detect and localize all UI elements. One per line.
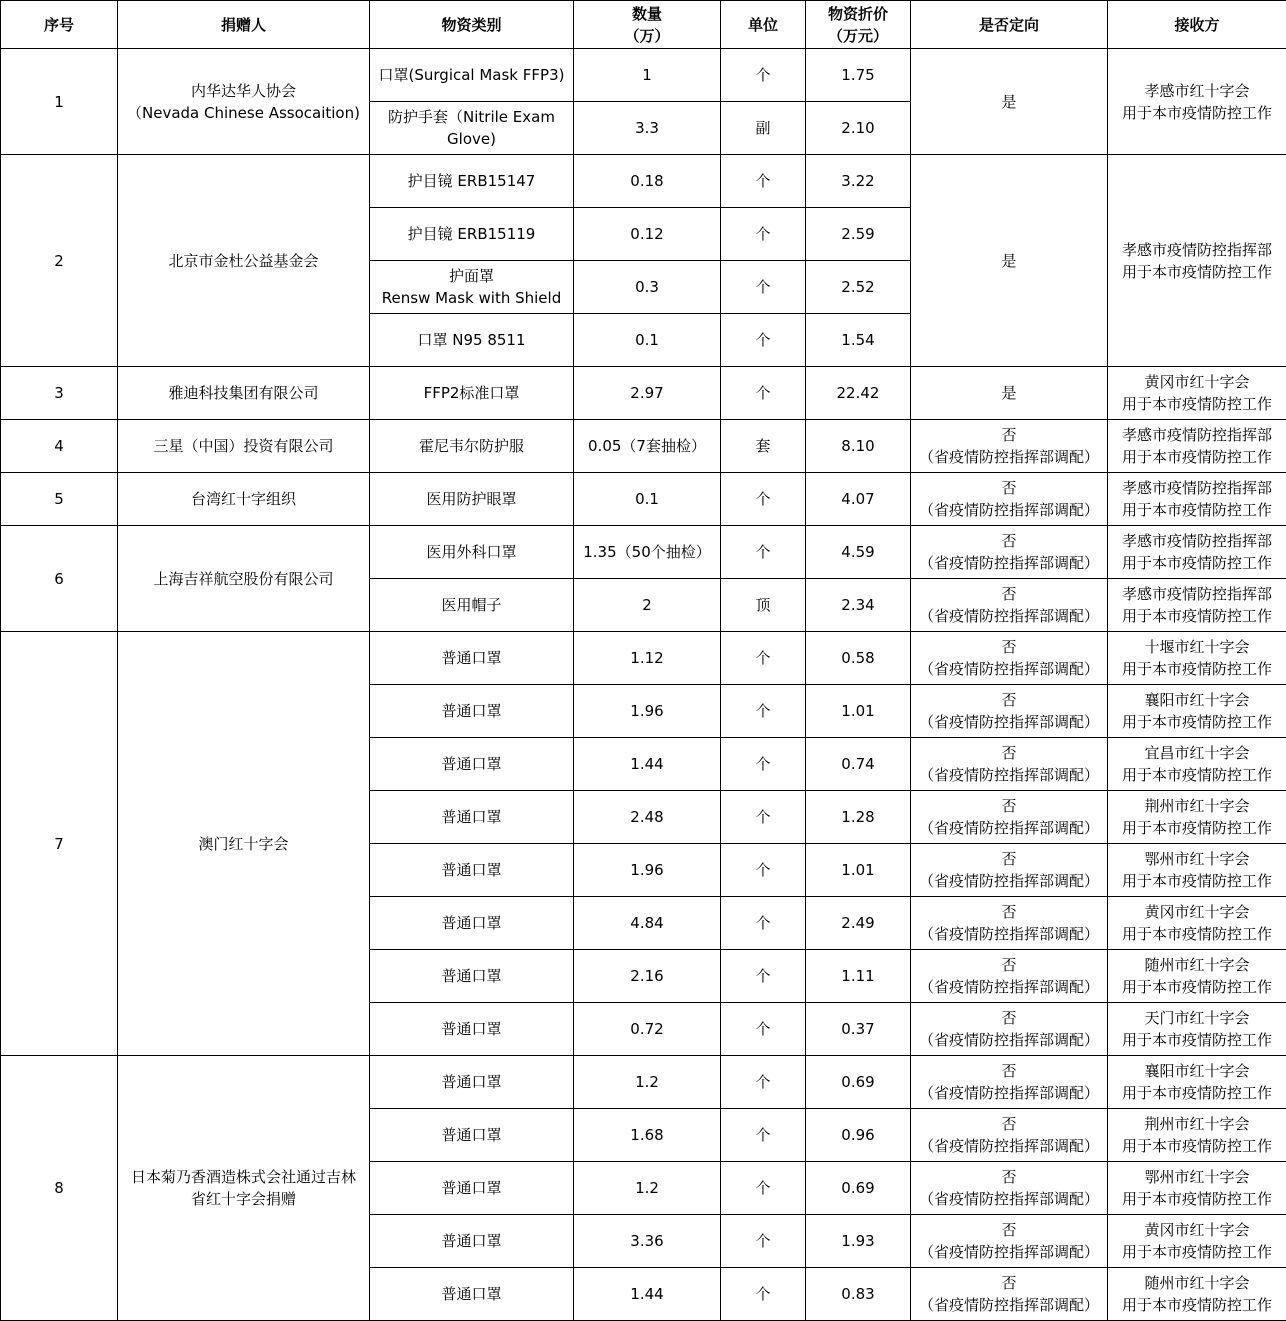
item-cell: 普通口罩 (370, 1056, 574, 1109)
unit-cell: 个 (721, 473, 806, 526)
value-cell: 0.69 (806, 1162, 911, 1215)
value-cell: 2.52 (806, 261, 911, 314)
donor-cell: 内华达华人协会 （Nevada Chinese Assocaition) (118, 49, 370, 155)
item-cell: 医用防护眼罩 (370, 473, 574, 526)
directed-cell: 否 （省疫情防控指挥部调配） (911, 473, 1108, 526)
recipient-cell: 黄冈市红十字会 用于本市疫情防控工作 (1108, 367, 1286, 420)
unit-cell: 个 (721, 261, 806, 314)
value-cell: 2.59 (806, 208, 911, 261)
unit-cell: 个 (721, 897, 806, 950)
item-cell: 普通口罩 (370, 1215, 574, 1268)
value-cell: 4.07 (806, 473, 911, 526)
unit-cell: 个 (721, 367, 806, 420)
value-cell: 0.83 (806, 1268, 911, 1321)
qty-cell: 1.68 (574, 1109, 721, 1162)
directed-cell: 否 （省疫情防控指挥部调配） (911, 1003, 1108, 1056)
unit-cell: 个 (721, 685, 806, 738)
recipient-cell: 宜昌市红十字会 用于本市疫情防控工作 (1108, 738, 1286, 791)
recipient-cell: 孝感市疫情防控指挥部 用于本市疫情防控工作 (1108, 473, 1286, 526)
qty-cell: 2.97 (574, 367, 721, 420)
item-cell: 普通口罩 (370, 738, 574, 791)
header-item: 物资类别 (370, 1, 574, 49)
unit-cell: 个 (721, 314, 806, 367)
unit-cell: 个 (721, 49, 806, 102)
value-cell: 1.93 (806, 1215, 911, 1268)
directed-cell: 否 （省疫情防控指挥部调配） (911, 950, 1108, 1003)
unit-cell: 个 (721, 950, 806, 1003)
item-cell: 普通口罩 (370, 897, 574, 950)
item-cell: 普通口罩 (370, 685, 574, 738)
unit-cell: 个 (721, 1003, 806, 1056)
item-cell: 普通口罩 (370, 1162, 574, 1215)
value-cell: 1.75 (806, 49, 911, 102)
unit-cell: 个 (721, 155, 806, 208)
value-cell: 0.74 (806, 738, 911, 791)
directed-cell: 否 （省疫情防控指挥部调配） (911, 1162, 1108, 1215)
qty-cell: 0.12 (574, 208, 721, 261)
seq-cell: 6 (1, 526, 118, 632)
donor-cell: 上海吉祥航空股份有限公司 (118, 526, 370, 632)
table-row (1, 526, 1286, 579)
recipient-cell: 随州市红十字会 用于本市疫情防控工作 (1108, 1268, 1286, 1321)
item-cell: FFP2标准口罩 (370, 367, 574, 420)
directed-cell: 是 (911, 155, 1108, 367)
directed-cell: 否 （省疫情防控指挥部调配） (911, 1268, 1108, 1321)
unit-cell: 个 (721, 791, 806, 844)
item-cell: 口罩(Surgical Mask FFP3) (370, 49, 574, 102)
item-cell: 普通口罩 (370, 632, 574, 685)
qty-cell: 3.3 (574, 102, 721, 155)
recipient-cell: 鄂州市红十字会 用于本市疫情防控工作 (1108, 1162, 1286, 1215)
unit-cell: 个 (721, 1268, 806, 1321)
header-seq: 序号 (1, 1, 118, 49)
item-cell: 护目镜 ERB15119 (370, 208, 574, 261)
header-row (1, 1, 1286, 49)
seq-cell: 5 (1, 473, 118, 526)
recipient-cell: 黄冈市红十字会 用于本市疫情防控工作 (1108, 897, 1286, 950)
recipient-cell: 鄂州市红十字会 用于本市疫情防控工作 (1108, 844, 1286, 897)
qty-cell: 1.2 (574, 1162, 721, 1215)
value-cell: 3.22 (806, 155, 911, 208)
qty-cell: 0.18 (574, 155, 721, 208)
value-cell: 1.01 (806, 685, 911, 738)
item-cell: 医用外科口罩 (370, 526, 574, 579)
directed-cell: 是 (911, 367, 1108, 420)
item-cell: 普通口罩 (370, 791, 574, 844)
directed-cell: 是 (911, 49, 1108, 155)
qty-cell: 0.3 (574, 261, 721, 314)
qty-cell: 0.1 (574, 473, 721, 526)
header-recipient: 接收方 (1108, 1, 1286, 49)
unit-cell: 个 (721, 632, 806, 685)
value-cell: 0.96 (806, 1109, 911, 1162)
recipient-cell: 荆州市红十字会 用于本市疫情防控工作 (1108, 791, 1286, 844)
recipient-cell: 随州市红十字会 用于本市疫情防控工作 (1108, 950, 1286, 1003)
recipient-cell: 孝感市疫情防控指挥部 用于本市疫情防控工作 (1108, 526, 1286, 579)
unit-cell: 套 (721, 420, 806, 473)
recipient-cell: 黄冈市红十字会 用于本市疫情防控工作 (1108, 1215, 1286, 1268)
value-cell: 1.28 (806, 791, 911, 844)
qty-cell: 1.96 (574, 685, 721, 738)
table-row (1, 1056, 1286, 1109)
seq-cell: 8 (1, 1056, 118, 1321)
table-row (1, 49, 1286, 102)
donor-cell: 三星（中国）投资有限公司 (118, 420, 370, 473)
seq-cell: 2 (1, 155, 118, 367)
value-cell: 2.10 (806, 102, 911, 155)
item-cell: 普通口罩 (370, 1109, 574, 1162)
item-cell: 口罩 N95 8511 (370, 314, 574, 367)
seq-cell: 4 (1, 420, 118, 473)
directed-cell: 否 （省疫情防控指挥部调配） (911, 1056, 1108, 1109)
seq-cell: 1 (1, 49, 118, 155)
value-cell: 4.59 (806, 526, 911, 579)
value-cell: 22.42 (806, 367, 911, 420)
item-cell: 普通口罩 (370, 950, 574, 1003)
table-row (1, 155, 1286, 208)
header-value: 物资折价 （万元） (806, 1, 911, 49)
item-cell: 普通口罩 (370, 844, 574, 897)
donor-cell: 澳门红十字会 (118, 632, 370, 1056)
item-cell: 防护手套（Nitrile Exam Glove) (370, 102, 574, 155)
header-donor: 捐赠人 (118, 1, 370, 49)
qty-cell: 1.44 (574, 1268, 721, 1321)
unit-cell: 个 (721, 208, 806, 261)
directed-cell: 否 （省疫情防控指挥部调配） (911, 1215, 1108, 1268)
donor-cell: 北京市金杜公益基金会 (118, 155, 370, 367)
donor-cell: 日本菊乃香酒造株式会社通过吉林 省红十字会捐赠 (118, 1056, 370, 1321)
item-cell: 霍尼韦尔防护服 (370, 420, 574, 473)
directed-cell: 否 （省疫情防控指挥部调配） (911, 579, 1108, 632)
value-cell: 1.01 (806, 844, 911, 897)
directed-cell: 否 （省疫情防控指挥部调配） (911, 738, 1108, 791)
qty-cell: 0.72 (574, 1003, 721, 1056)
header-directed: 是否定向 (911, 1, 1108, 49)
qty-cell: 2.16 (574, 950, 721, 1003)
item-cell: 普通口罩 (370, 1268, 574, 1321)
table-row (1, 420, 1286, 473)
qty-cell: 4.84 (574, 897, 721, 950)
value-cell: 1.11 (806, 950, 911, 1003)
recipient-cell: 孝感市疫情防控指挥部 用于本市疫情防控工作 (1108, 579, 1286, 632)
qty-cell: 0.1 (574, 314, 721, 367)
directed-cell: 否 （省疫情防控指挥部调配） (911, 791, 1108, 844)
value-cell: 0.69 (806, 1056, 911, 1109)
table-row (1, 473, 1286, 526)
qty-cell: 2 (574, 579, 721, 632)
unit-cell: 副 (721, 102, 806, 155)
item-cell: 护面罩 Rensw Mask with Shield (370, 261, 574, 314)
directed-cell: 否 （省疫情防控指挥部调配） (911, 897, 1108, 950)
unit-cell: 个 (721, 844, 806, 897)
qty-cell: 0.05（7套抽检） (574, 420, 721, 473)
seq-cell: 7 (1, 632, 118, 1056)
header-unit: 单位 (721, 1, 806, 49)
value-cell: 0.58 (806, 632, 911, 685)
value-cell: 8.10 (806, 420, 911, 473)
recipient-cell: 孝感市疫情防控指挥部 用于本市疫情防控工作 (1108, 420, 1286, 473)
directed-cell: 否 （省疫情防控指挥部调配） (911, 420, 1108, 473)
unit-cell: 个 (721, 1109, 806, 1162)
recipient-cell: 襄阳市红十字会 用于本市疫情防控工作 (1108, 685, 1286, 738)
item-cell: 医用帽子 (370, 579, 574, 632)
directed-cell: 否 （省疫情防控指挥部调配） (911, 844, 1108, 897)
directed-cell: 否 （省疫情防控指挥部调配） (911, 632, 1108, 685)
item-cell: 普通口罩 (370, 1003, 574, 1056)
qty-cell: 2.48 (574, 791, 721, 844)
unit-cell: 个 (721, 1162, 806, 1215)
directed-cell: 否 （省疫情防控指挥部调配） (911, 685, 1108, 738)
recipient-cell: 荆州市红十字会 用于本市疫情防控工作 (1108, 1109, 1286, 1162)
recipient-cell: 襄阳市红十字会 用于本市疫情防控工作 (1108, 1056, 1286, 1109)
donor-cell: 台湾红十字组织 (118, 473, 370, 526)
unit-cell: 个 (721, 1215, 806, 1268)
directed-cell: 否 （省疫情防控指挥部调配） (911, 1109, 1108, 1162)
seq-cell: 3 (1, 367, 118, 420)
directed-cell: 否 （省疫情防控指挥部调配） (911, 526, 1108, 579)
unit-cell: 个 (721, 1056, 806, 1109)
recipient-cell: 孝感市疫情防控指挥部 用于本市疫情防控工作 (1108, 155, 1286, 367)
qty-cell: 1.12 (574, 632, 721, 685)
qty-cell: 1.2 (574, 1056, 721, 1109)
qty-cell: 1.44 (574, 738, 721, 791)
donor-cell: 雅迪科技集团有限公司 (118, 367, 370, 420)
unit-cell: 顶 (721, 579, 806, 632)
unit-cell: 个 (721, 526, 806, 579)
item-cell: 护目镜 ERB15147 (370, 155, 574, 208)
header-qty: 数量 （万） (574, 1, 721, 49)
qty-cell: 1.96 (574, 844, 721, 897)
value-cell: 0.37 (806, 1003, 911, 1056)
qty-cell: 1.35（50个抽检） (574, 526, 721, 579)
recipient-cell: 孝感市红十字会 用于本市疫情防控工作 (1108, 49, 1286, 155)
recipient-cell: 十堰市红十字会 用于本市疫情防控工作 (1108, 632, 1286, 685)
qty-cell: 3.36 (574, 1215, 721, 1268)
recipient-cell: 天门市红十字会 用于本市疫情防控工作 (1108, 1003, 1286, 1056)
table-row (1, 632, 1286, 685)
value-cell: 2.49 (806, 897, 911, 950)
unit-cell: 个 (721, 738, 806, 791)
table-row (1, 367, 1286, 420)
value-cell: 2.34 (806, 579, 911, 632)
qty-cell: 1 (574, 49, 721, 102)
value-cell: 1.54 (806, 314, 911, 367)
